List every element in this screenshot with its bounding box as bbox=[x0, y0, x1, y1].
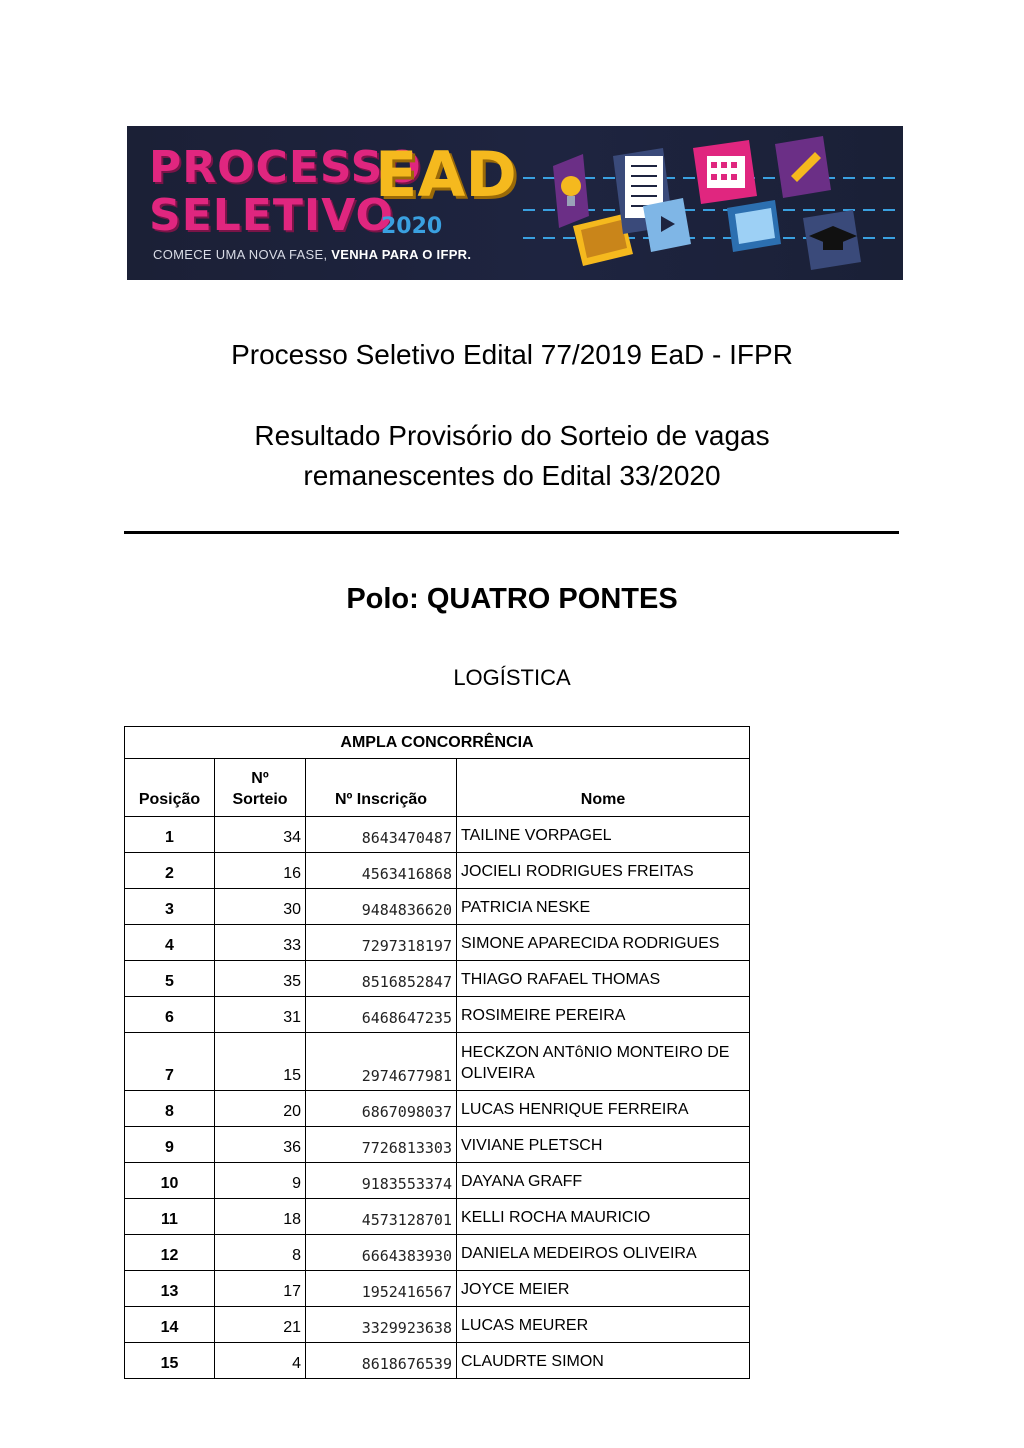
course-heading: LOGÍSTICA bbox=[453, 665, 571, 690]
table-row bbox=[125, 1033, 750, 1091]
cell-sorteio: 31 bbox=[215, 997, 306, 1033]
table-row bbox=[125, 1127, 750, 1163]
cell-posicao: 9 bbox=[125, 1127, 215, 1163]
divider bbox=[124, 531, 899, 534]
table-row bbox=[125, 1271, 750, 1307]
cell-nome: ROSIMEIRE PEREIRA bbox=[457, 997, 750, 1033]
cell-nome: THIAGO RAFAEL THOMAS bbox=[457, 961, 750, 997]
play-icon bbox=[643, 198, 691, 252]
cell-inscricao: 9484836620 bbox=[306, 889, 457, 925]
cell-posicao: 1 bbox=[125, 817, 215, 853]
cell-inscricao: 4563416868 bbox=[306, 853, 457, 889]
column-header-sorteio: Nº Sorteio bbox=[215, 759, 306, 817]
cell-sorteio: 36 bbox=[215, 1127, 306, 1163]
cell-nome: LUCAS MEURER bbox=[457, 1307, 750, 1343]
cell-posicao: 6 bbox=[125, 997, 215, 1033]
cell-inscricao: 1952416567 bbox=[306, 1271, 457, 1307]
graduation-cap-icon bbox=[803, 210, 861, 270]
banner-word-seletivo: SELETIVO bbox=[149, 190, 394, 241]
cell-inscricao: 6664383930 bbox=[306, 1235, 457, 1271]
cell-sorteio: 15 bbox=[215, 1033, 306, 1091]
table-row bbox=[125, 1199, 750, 1235]
cell-inscricao: 7297318197 bbox=[306, 925, 457, 961]
column-header-nome: Nome bbox=[457, 759, 750, 817]
cell-sorteio: 17 bbox=[215, 1271, 306, 1307]
page-subtitle-line2: remanescentes do Edital 33/2020 bbox=[303, 460, 721, 491]
table-row bbox=[125, 1163, 750, 1199]
cell-nome: LUCAS HENRIQUE FERREIRA bbox=[457, 1091, 750, 1127]
cell-nome: DANIELA MEDEIROS OLIVEIRA bbox=[457, 1235, 750, 1271]
cell-posicao: 11 bbox=[125, 1199, 215, 1235]
cell-posicao: 14 bbox=[125, 1307, 215, 1343]
banner-ead: EAD bbox=[375, 138, 517, 211]
column-header-inscricao: Nº Inscrição bbox=[306, 759, 457, 817]
cell-posicao: 7 bbox=[125, 1033, 215, 1091]
cell-posicao: 2 bbox=[125, 853, 215, 889]
cell-inscricao: 8643470487 bbox=[306, 817, 457, 853]
polo-heading: Polo: QUATRO PONTES bbox=[346, 583, 678, 615]
table-caption: AMPLA CONCORRÊNCIA bbox=[125, 727, 750, 759]
lightbulb-icon bbox=[553, 154, 589, 228]
page-subtitle-line1: Resultado Provisório do Sorteio de vagas bbox=[254, 420, 770, 451]
cell-posicao: 4 bbox=[125, 925, 215, 961]
cell-nome: KELLI ROCHA MAURICIO bbox=[457, 1199, 750, 1235]
cell-posicao: 12 bbox=[125, 1235, 215, 1271]
cell-inscricao: 8516852847 bbox=[306, 961, 457, 997]
table-row bbox=[125, 1235, 750, 1271]
banner-tagline: COMECE UMA NOVA FASE, VENHA PARA O IFPR. bbox=[153, 247, 472, 262]
cell-sorteio: 33 bbox=[215, 925, 306, 961]
table-row bbox=[125, 1091, 750, 1127]
cell-inscricao: 6867098037 bbox=[306, 1091, 457, 1127]
cell-inscricao: 8618676539 bbox=[306, 1343, 457, 1379]
cell-sorteio: 16 bbox=[215, 853, 306, 889]
cell-sorteio: 34 bbox=[215, 817, 306, 853]
cell-inscricao: 2974677981 bbox=[306, 1033, 457, 1091]
cell-sorteio: 21 bbox=[215, 1307, 306, 1343]
cell-posicao: 5 bbox=[125, 961, 215, 997]
table-row bbox=[125, 817, 750, 853]
cell-nome: JOYCE MEIER bbox=[457, 1271, 750, 1307]
cell-sorteio: 30 bbox=[215, 889, 306, 925]
cell-inscricao: 3329923638 bbox=[306, 1307, 457, 1343]
cell-nome: TAILINE VORPAGEL bbox=[457, 817, 750, 853]
cell-sorteio: 9 bbox=[215, 1163, 306, 1199]
banner-illustration bbox=[523, 126, 903, 280]
table-row bbox=[125, 1343, 750, 1379]
calendar-icon bbox=[693, 140, 757, 204]
results-table bbox=[124, 726, 750, 1379]
cell-inscricao: 7726813303 bbox=[306, 1127, 457, 1163]
cell-nome: JOCIELI RODRIGUES FREITAS bbox=[457, 853, 750, 889]
cell-sorteio: 8 bbox=[215, 1235, 306, 1271]
header-banner bbox=[127, 126, 903, 280]
table-row bbox=[125, 925, 750, 961]
column-header-posicao: Posição bbox=[125, 759, 215, 817]
table-row bbox=[125, 961, 750, 997]
cell-posicao: 13 bbox=[125, 1271, 215, 1307]
cell-posicao: 3 bbox=[125, 889, 215, 925]
cell-sorteio: 20 bbox=[215, 1091, 306, 1127]
cell-nome: CLAUDRTE SIMON bbox=[457, 1343, 750, 1379]
cell-sorteio: 4 bbox=[215, 1343, 306, 1379]
pencil-icon bbox=[775, 136, 831, 198]
cell-posicao: 15 bbox=[125, 1343, 215, 1379]
table-row bbox=[125, 1307, 750, 1343]
cell-nome: DAYANA GRAFF bbox=[457, 1163, 750, 1199]
cell-nome: PATRICIA NESKE bbox=[457, 889, 750, 925]
table-row bbox=[125, 853, 750, 889]
cell-sorteio: 35 bbox=[215, 961, 306, 997]
page-title: Processo Seletivo Edital 77/2019 EaD - IFPR bbox=[231, 339, 793, 370]
cell-inscricao: 6468647235 bbox=[306, 997, 457, 1033]
cell-sorteio: 18 bbox=[215, 1199, 306, 1235]
cell-nome: SIMONE APARECIDA RODRIGUES bbox=[457, 925, 750, 961]
cell-posicao: 8 bbox=[125, 1091, 215, 1127]
banner-year: 2020 bbox=[381, 214, 443, 239]
cell-inscricao: 9183553374 bbox=[306, 1163, 457, 1199]
cell-posicao: 10 bbox=[125, 1163, 215, 1199]
tablet-icon bbox=[727, 200, 781, 252]
cell-inscricao: 4573128701 bbox=[306, 1199, 457, 1235]
table-row bbox=[125, 997, 750, 1033]
banner-word-processo: PROCESSO bbox=[149, 142, 422, 193]
table-row bbox=[125, 889, 750, 925]
cell-nome: VIVIANE PLETSCH bbox=[457, 1127, 750, 1163]
cell-nome: HECKZON ANTôNIO MONTEIRO DE OLIVEIRA bbox=[457, 1033, 750, 1091]
